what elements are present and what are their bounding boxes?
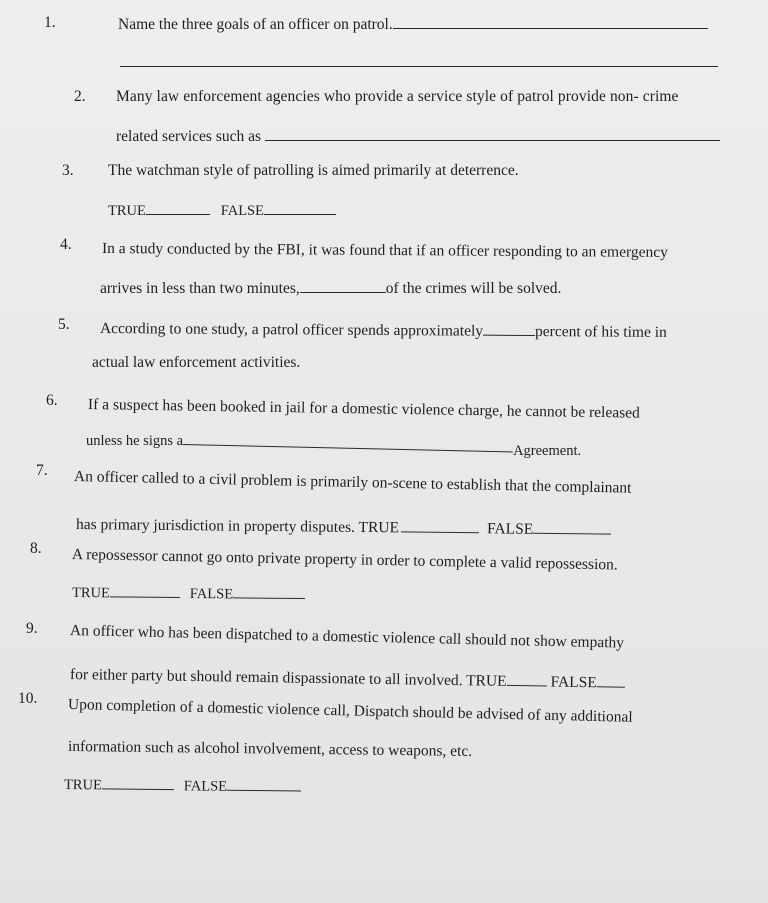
question-9-false-label: FALSE	[550, 673, 597, 692]
question-7-line2	[76, 514, 611, 540]
question-1-line1: Name the three goals of an officer on patrol.	[118, 16, 393, 33]
false-blank[interactable]	[533, 519, 611, 535]
question-number: 4.	[60, 236, 72, 253]
question-2-line1: Many law enforcement agencies who provide a service style of patrol provide non- crime	[116, 88, 679, 105]
true-label: TRUE	[71, 585, 110, 602]
question-number: 6.	[46, 392, 58, 409]
question-3-line1: The watchman style of patrolling is aimed primarily at deterrence.	[108, 162, 519, 179]
question-2-line2-text: related services such as	[116, 128, 262, 145]
question-10-answers	[64, 774, 301, 796]
question-5-line1-a: According to one study, a patrol officer spends approximately	[99, 320, 484, 340]
question-9-line2-a: for either party but should remain dispassionate to all involved. TRUE	[69, 666, 507, 690]
question-number: 9.	[26, 620, 38, 637]
true-blank[interactable]	[507, 671, 547, 687]
false-blank[interactable]	[597, 672, 625, 687]
question-5-line1	[100, 318, 667, 342]
question-7-line2-a: has primary jurisdiction in property disputes. TRUE	[75, 516, 400, 537]
true-blank[interactable]	[110, 582, 180, 598]
question-number: 7.	[36, 462, 48, 479]
question-5-line2: actual law enforcement activities.	[92, 354, 301, 371]
question-8-line1: A repossessor cannot go onto private property in order to complete a valid repossession.	[71, 546, 618, 574]
answer-blank[interactable]	[300, 278, 386, 293]
false-label: FALSE	[220, 203, 264, 219]
true-blank[interactable]	[102, 774, 174, 790]
question-number: 5.	[58, 316, 70, 333]
false-label: FALSE	[183, 778, 228, 795]
question-6-line2-a: unless he signs a	[86, 433, 184, 449]
false-blank[interactable]	[233, 583, 305, 599]
question-6-line1: If a suspect has been booked in jail for a domestic violence charge, he cannot be released	[87, 396, 640, 422]
question-4-line1: In a study conducted by the FBI, it was found that if an officer responding to an emergency	[101, 240, 668, 261]
answer-blank[interactable]	[483, 321, 535, 336]
question-2-line2	[116, 126, 720, 146]
question-number: 2.	[74, 88, 86, 105]
question-1-text	[118, 14, 708, 34]
true-label: TRUE	[63, 777, 102, 794]
answer-blank[interactable]	[183, 430, 513, 452]
question-9-line1: An officer who has been dispatched to a domestic violence call should not show empathy	[69, 622, 625, 652]
question-7-line1: An officer called to a civil problem is primarily on-scene to establish that the complainant	[73, 468, 632, 497]
false-label: FALSE	[189, 586, 234, 603]
question-7-false-label: FALSE	[486, 520, 534, 538]
question-4-line2-a: arrives in less than two minutes,	[100, 280, 300, 297]
question-number: 10.	[18, 690, 38, 707]
question-10-line1: Upon completion of a domestic violence call, Dispatch should be advised of any additional	[67, 696, 633, 726]
question-3-answers	[108, 200, 336, 220]
question-number: 8.	[30, 540, 42, 557]
true-label: TRUE	[108, 203, 146, 219]
true-blank[interactable]	[146, 200, 210, 215]
answer-line[interactable]	[120, 66, 718, 67]
false-blank[interactable]	[227, 776, 301, 792]
answer-blank[interactable]	[393, 14, 708, 29]
question-6-line2-b: Agreement.	[513, 443, 582, 459]
question-5-line1-b: percent of his time in	[535, 323, 667, 341]
question-4-line2	[100, 278, 561, 298]
question-number: 3.	[62, 162, 74, 179]
question-8-answers	[72, 582, 305, 604]
question-10-line2: information such as alcohol involvement, access to weapons, etc.	[67, 738, 473, 760]
question-9-line2	[70, 664, 625, 693]
question-6-line2	[86, 430, 582, 459]
question-4-line2-b: of the crimes will be solved.	[385, 280, 562, 297]
false-blank[interactable]	[264, 200, 336, 215]
question-number: 1.	[44, 14, 56, 31]
answer-blank[interactable]	[265, 126, 720, 141]
true-blank[interactable]	[401, 517, 479, 533]
